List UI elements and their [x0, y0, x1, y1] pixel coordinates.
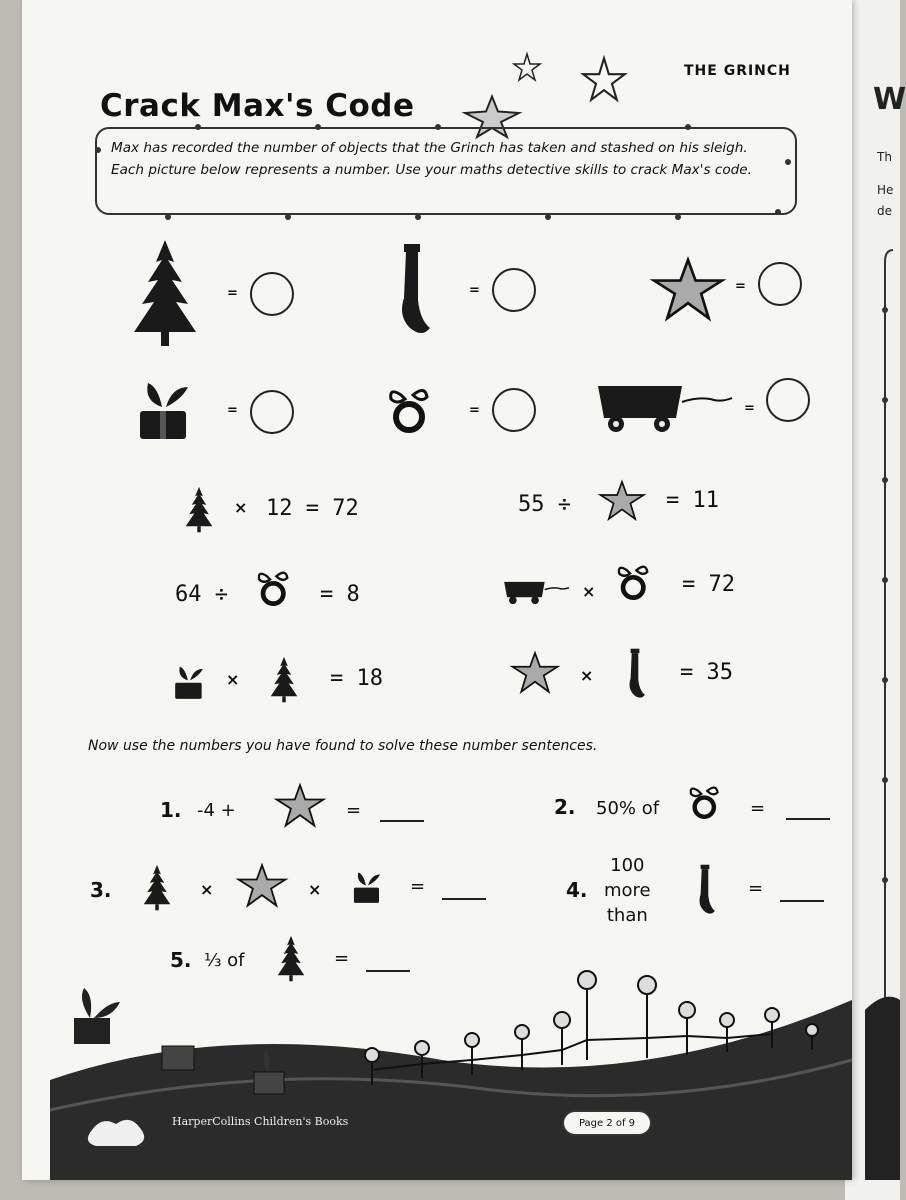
equals-sign: =: [748, 878, 764, 899]
facing-border-decoration: [845, 0, 900, 1200]
star-decoration-icon: [512, 52, 542, 82]
answer-blank-1[interactable]: [380, 820, 424, 822]
stocking-icon: [392, 240, 432, 340]
clue-4-text: = 72: [682, 572, 735, 597]
whoville-hill-illustration: [22, 960, 852, 1180]
facing-page: [845, 0, 906, 1200]
clue-6-text: = 35: [680, 660, 733, 685]
clue-1-text: 12 = 72: [266, 496, 359, 521]
clue-2-text: = 11: [666, 488, 719, 513]
publisher-credit: HarperCollins Children's Books: [172, 1115, 349, 1128]
question-4-line-1: 100: [610, 855, 645, 876]
question-4-prefix: [604, 853, 651, 928]
question-number: 4.: [566, 878, 588, 902]
ornament-icon: [387, 385, 433, 435]
equals-sign: =: [469, 283, 480, 298]
answer-circle-wagon[interactable]: [766, 378, 810, 422]
stocking-icon: [624, 646, 646, 702]
ornament-icon: [256, 568, 292, 608]
question-4-line-2: more: [604, 880, 651, 901]
christmas-tree-icon: [142, 862, 172, 914]
equals-sign: =: [346, 800, 362, 821]
wagon-icon: [596, 378, 736, 436]
equals-sign: =: [750, 798, 766, 819]
multiply-sign: ×: [582, 582, 596, 601]
answer-circle-star[interactable]: [758, 262, 802, 306]
star-icon: [274, 780, 326, 832]
question-1-prefix: -4 +: [197, 800, 236, 821]
stocking-icon: [694, 862, 716, 918]
question-number: 5.: [170, 948, 192, 972]
star-icon: [650, 258, 726, 322]
equals-sign: =: [334, 948, 350, 969]
question-number: 3.: [90, 878, 112, 902]
star-decoration-icon: [580, 55, 628, 103]
wagon-icon: [502, 578, 572, 606]
ornament-icon: [688, 782, 722, 822]
clue-3-left: 64 ÷: [175, 582, 228, 607]
star-icon: [236, 860, 288, 912]
ornament-icon: [616, 562, 652, 602]
answer-blank-2[interactable]: [786, 818, 830, 820]
question-2-prefix: 50% of: [596, 798, 660, 819]
question-4-line-3: than: [606, 905, 648, 926]
clue-3-text: = 8: [320, 582, 360, 607]
equals-sign: =: [469, 403, 480, 418]
page-number-badge: Page 2 of 9: [562, 1110, 652, 1136]
equals-sign: =: [227, 403, 238, 418]
multiply-sign: ×: [226, 670, 240, 689]
multiply-sign: ×: [308, 880, 322, 899]
facing-text-fragment: de: [877, 204, 892, 218]
question-5-prefix: ⅓ of: [204, 950, 245, 971]
present-icon: [352, 868, 382, 904]
christmas-tree-icon: [268, 656, 300, 704]
intro-text: Max has recorded the number of objects that the Grinch has taken and stashed on his sleigh. Each picture below represents a number. Use your maths detective skills to crack Max's code.: [95, 127, 797, 215]
answer-circle-tree[interactable]: [250, 272, 294, 316]
question-number: 2.: [554, 795, 576, 819]
equals-sign: =: [227, 286, 238, 301]
series-label: THE GRINCH: [684, 63, 791, 79]
answer-blank-4[interactable]: [780, 900, 824, 902]
intro-border-beads: [88, 122, 808, 222]
facing-text-fragment: Th: [877, 150, 892, 164]
equals-sign: =: [410, 876, 426, 897]
present-icon: [138, 375, 190, 441]
equals-sign: =: [735, 279, 746, 294]
equals-sign: =: [744, 401, 755, 416]
worksheet-page: [22, 0, 852, 1180]
clue-5-text: = 18: [330, 666, 383, 691]
multiply-sign: ×: [234, 498, 248, 517]
multiply-sign: ×: [580, 666, 594, 685]
facing-text-fragment: He: [877, 183, 894, 197]
clue-2-left: 55 ÷: [518, 492, 571, 517]
answer-circle-ornament[interactable]: [492, 388, 536, 432]
star-icon: [510, 648, 560, 698]
present-icon: [174, 662, 204, 700]
multiply-sign: ×: [200, 880, 214, 899]
christmas-tree-icon: [130, 238, 200, 350]
page-title: Crack Max's Code: [100, 88, 415, 124]
answer-blank-3[interactable]: [442, 898, 486, 900]
christmas-tree-icon: [182, 486, 216, 534]
star-icon: [598, 476, 646, 526]
answer-circle-stocking[interactable]: [492, 268, 536, 312]
facing-title-fragment: W: [873, 82, 906, 117]
question-number: 1.: [160, 798, 182, 822]
answer-circle-present[interactable]: [250, 390, 294, 434]
instructions-text: Now use the numbers you have found to solve these number sentences.: [88, 738, 598, 754]
